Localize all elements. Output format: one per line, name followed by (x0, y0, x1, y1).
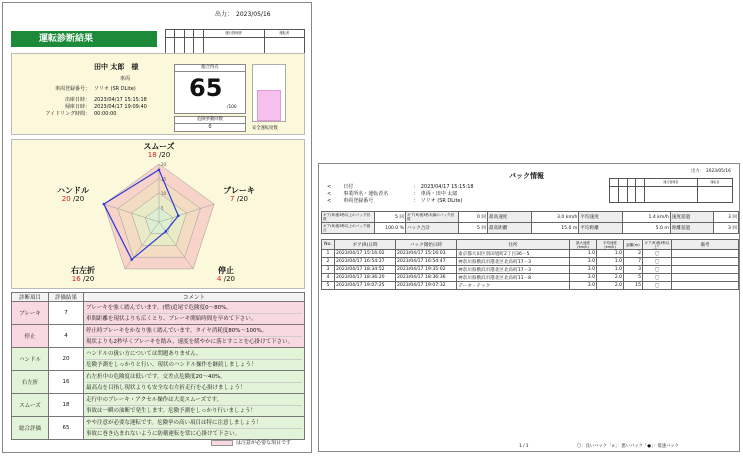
comment-text (84, 348, 305, 371)
radar-tick-label: 15 (161, 176, 167, 182)
comment-item: 停止 (12, 325, 49, 348)
radar-point (103, 203, 106, 206)
back-table-cell: 〇 (643, 250, 672, 258)
output-date: 出力： 2023/05/16 (215, 11, 271, 18)
comment-line: 最高点を目指し現状よりも安全な右左折走行を心掛けましょう！ (86, 382, 302, 393)
comment-item: ハンドル (12, 348, 49, 371)
back-table-cell: 1 (322, 250, 335, 258)
legend-text: は注意が必要な項目です (236, 440, 292, 446)
comment-text (84, 417, 305, 440)
back-table-row (322, 250, 739, 258)
comment-row (12, 302, 305, 325)
back-table-cell (672, 258, 739, 266)
comment-line: ブレーキを強く踏んでいます。(燃)追尾で危険度0～80%。 (86, 304, 232, 311)
back-table-cell: データ・テック (457, 282, 570, 290)
comment-text (84, 394, 305, 417)
back-table-row (322, 274, 739, 282)
radar-point (130, 258, 133, 261)
back-table-cell: 2023/04/17 16:54:27 (335, 258, 396, 266)
diagnosis-report-sheet (2, 2, 312, 453)
radar-point (165, 230, 168, 233)
radar-chart (12, 140, 306, 290)
danger-count-label: 危険挙動回数 (175, 117, 245, 124)
back-table-cell: 〇 (643, 258, 672, 266)
comment-result: 20 (49, 348, 84, 371)
info-rows: 車両登録番号： ソリオ (SR DLite) 出庫日時： 2023/04/17 15:15:18 帰庫日時： 2023/04/17 19:09:40 アイドリング時間： 00:00:00 (45, 86, 147, 117)
comments-header-comment: コメント (84, 293, 305, 302)
back-summary-table: ギア(R)後3秒以上のバック回数 5 回 ギア(R)後3秒未満のバック回数 0 回 最高速度 3.0 km/h 平均速度 1.4 km/h 速度超過 3 回 ギア(R)後3秒以上のバック割合 100.0 % バック合計 5 回 最高距離 15.0 m 平均距離 5.0 m 距離超過 3 回 (323, 213, 737, 232)
comment-line: 危険予測をしっかりと行い、現状のハンドル操作を継続しましょう！ (86, 359, 302, 370)
total-score-label: 総合得点 (175, 65, 245, 72)
back-stamp-grid: 運行管理者 運転者 (609, 178, 733, 203)
radar-label-handle: ハンドル 20 /20 (57, 186, 89, 203)
back-detail-header: No. ギア(R)日時 バック開始日時 住所 最大速度(km/h) 平均速度(km/h) 距離(m) ギア(R)後3秒以上？ 備考 (322, 240, 739, 250)
safety-gauge (252, 64, 286, 122)
report-title-bar (11, 31, 157, 47)
comment-result: 65 (49, 417, 84, 440)
safety-gauge-label: 安全運転度数 (252, 126, 278, 131)
comment-row (12, 394, 305, 417)
total-score-value: 65 (189, 74, 223, 102)
total-score-max: /100 (227, 105, 237, 110)
legend-swatch (211, 440, 233, 446)
back-table-cell: 神奈川県横浜市港北区北烏町17－3 (457, 266, 570, 274)
back-table-cell: 3 (624, 266, 643, 274)
radar-point (158, 169, 161, 172)
radar-label-stop: 停止 4 /20 (217, 266, 235, 283)
back-table-cell: 2023/04/17 15:16:02 (335, 250, 396, 258)
back-table-row (322, 258, 739, 266)
comment-row (12, 348, 305, 371)
comment-line: 停止時ブレーキをかなり強く踏んでいます。タイヤ消耗度80%～100%。 (86, 327, 268, 334)
safety-gauge-fill (257, 90, 281, 121)
back-table-cell: 2023/04/17 16:54:47 (396, 258, 457, 266)
back-table-cell: 2023/04/17 18:36:20 (335, 274, 396, 282)
page-number: 1 / 1 (519, 444, 529, 449)
back-table-cell (672, 282, 739, 290)
back-table-cell: 3.0 (570, 258, 597, 266)
back-table-cell: 1.0 (597, 250, 624, 258)
total-score-box (174, 64, 246, 114)
back-table-row (322, 282, 739, 290)
comments-header-result: 評価結果 (49, 293, 84, 302)
radar-tick-label: 20 (161, 162, 167, 167)
radar-tick-label: 5 (161, 205, 164, 211)
comment-text (84, 371, 305, 394)
back-table-cell: 2023/04/17 18:36:36 (396, 274, 457, 282)
back-title: バック情報 (509, 172, 544, 180)
back-table-cell: 〇 (643, 282, 672, 290)
back-table-cell (672, 266, 739, 274)
back-table-cell: 5 (322, 282, 335, 290)
back-table-cell: 神奈川県横浜市港北区北烏町11－8 (457, 274, 570, 282)
back-table-cell: 1.0 (597, 258, 624, 266)
back-info-sheet (318, 163, 740, 452)
comment-item: スムーズ (12, 394, 49, 417)
back-table-cell (672, 250, 739, 258)
radar-tick-label: 10 (161, 191, 167, 196)
back-table-cell: 1.0 (570, 250, 597, 258)
back-table-cell: 3.0 (570, 282, 597, 290)
driver-name: 田中 太郎 様 (94, 63, 139, 71)
radar-label-right: 右左折 16 /20 (71, 266, 95, 283)
back-output-date: 出力： 2023/05/16 (691, 169, 731, 174)
back-meta: < 日付 ： 2023/04/17 15:15:18 < 事業所名・運転者名 ： 車両・田中 太郎 < 車両登録番号 ： ソリオ (SR DLite) (327, 184, 474, 204)
back-table-cell: 4 (322, 274, 335, 282)
back-table-cell: 2.0 (597, 274, 624, 282)
back-table-cell: 2.0 (597, 282, 624, 290)
back-table-row (322, 266, 739, 274)
back-table-cell: 2023/04/17 19:35:02 (396, 266, 457, 274)
comment-item: 総合評価 (12, 417, 49, 440)
report-title: 運転診断結果 (39, 34, 94, 44)
back-table-cell: 東京都大田区羽田旭町2丁目36－5 (457, 250, 570, 258)
comment-line: 現状よりも2秒早くブレーキを踏み、速度を緩やかに落とすことを心掛けて下さい。 (86, 336, 302, 347)
comments-header-item: 診断項目 (12, 293, 49, 302)
comment-row (12, 417, 305, 440)
back-table-cell: 2023/04/17 18:34:52 (335, 266, 396, 274)
comment-text (84, 302, 305, 325)
back-table-cell: 2023/04/17 15:16:03 (396, 250, 457, 258)
comment-row (12, 325, 305, 348)
back-table-cell: 2023/04/17 19:07:25 (335, 282, 396, 290)
footer-note: 〇：良いバック「×」：悪いバック「●」：低速バック (577, 444, 679, 449)
back-table-cell: 5 (624, 274, 643, 282)
back-detail-table (321, 239, 739, 290)
back-table-cell: 1.0 (597, 266, 624, 274)
radar-label-brake: ブレーキ 7 /20 (223, 186, 255, 203)
comment-text (84, 325, 305, 348)
back-table-cell: 3.0 (570, 266, 597, 274)
back-table-cell: 〇 (643, 266, 672, 274)
comment-result: 7 (49, 302, 84, 325)
comment-line: 事故に巻き込まれないように防衛運転を常に心掛けて下さい。 (86, 428, 302, 439)
danger-count-box (174, 116, 246, 132)
comments-table (11, 292, 305, 440)
comment-line: 事故は一瞬の油断で発生します。危険予測をしっかり行いましょう！ (86, 405, 302, 416)
back-table-cell: 7 (624, 258, 643, 266)
comment-row (12, 371, 305, 394)
back-table-cell: 2023/04/17 19:07:32 (396, 282, 457, 290)
comment-result: 4 (49, 325, 84, 348)
radar-panel (11, 139, 305, 289)
comment-line: 車間距離を現状よりも広くとり、ブレーキ開始時間を早めて下さい。 (86, 313, 302, 324)
back-table-cell: 15 (624, 282, 643, 290)
comment-item: 右左折 (12, 371, 49, 394)
driver-info-panel (11, 53, 305, 135)
vehicle-label: 車両 (120, 76, 131, 82)
comment-line: 右左折中の危険度は低いです。交差点危険度20～40%。 (86, 373, 226, 380)
comment-line: ハンドルの扱い方については問題ありません。 (86, 350, 202, 357)
danger-count-value: 0 (208, 124, 212, 130)
comment-line: やや注意が必要な運転です。危険挙の高い項目は特に注意しましょう！ (86, 419, 262, 426)
back-table-cell: 2 (624, 250, 643, 258)
comment-line: 走行中のブレーキ・アクセル操作は大変スムーズです。 (86, 396, 223, 403)
back-table-cell: 3 (322, 266, 335, 274)
comment-result: 16 (49, 371, 84, 394)
comment-result: 18 (49, 394, 84, 417)
comment-item: ブレーキ (12, 302, 49, 325)
approval-stamp-grid: 運行管理者 運転者 (165, 29, 305, 56)
radar-label-smooth: スムーズ 18 /20 (143, 142, 175, 159)
back-table-cell: 〇 (643, 274, 672, 282)
back-table-cell: 3.0 (570, 274, 597, 282)
radar-point (177, 214, 180, 217)
back-table-cell (672, 274, 739, 282)
back-table-cell: 神奈川県横浜市港北区北烏町17－3 (457, 258, 570, 266)
back-table-cell: 2 (322, 258, 335, 266)
